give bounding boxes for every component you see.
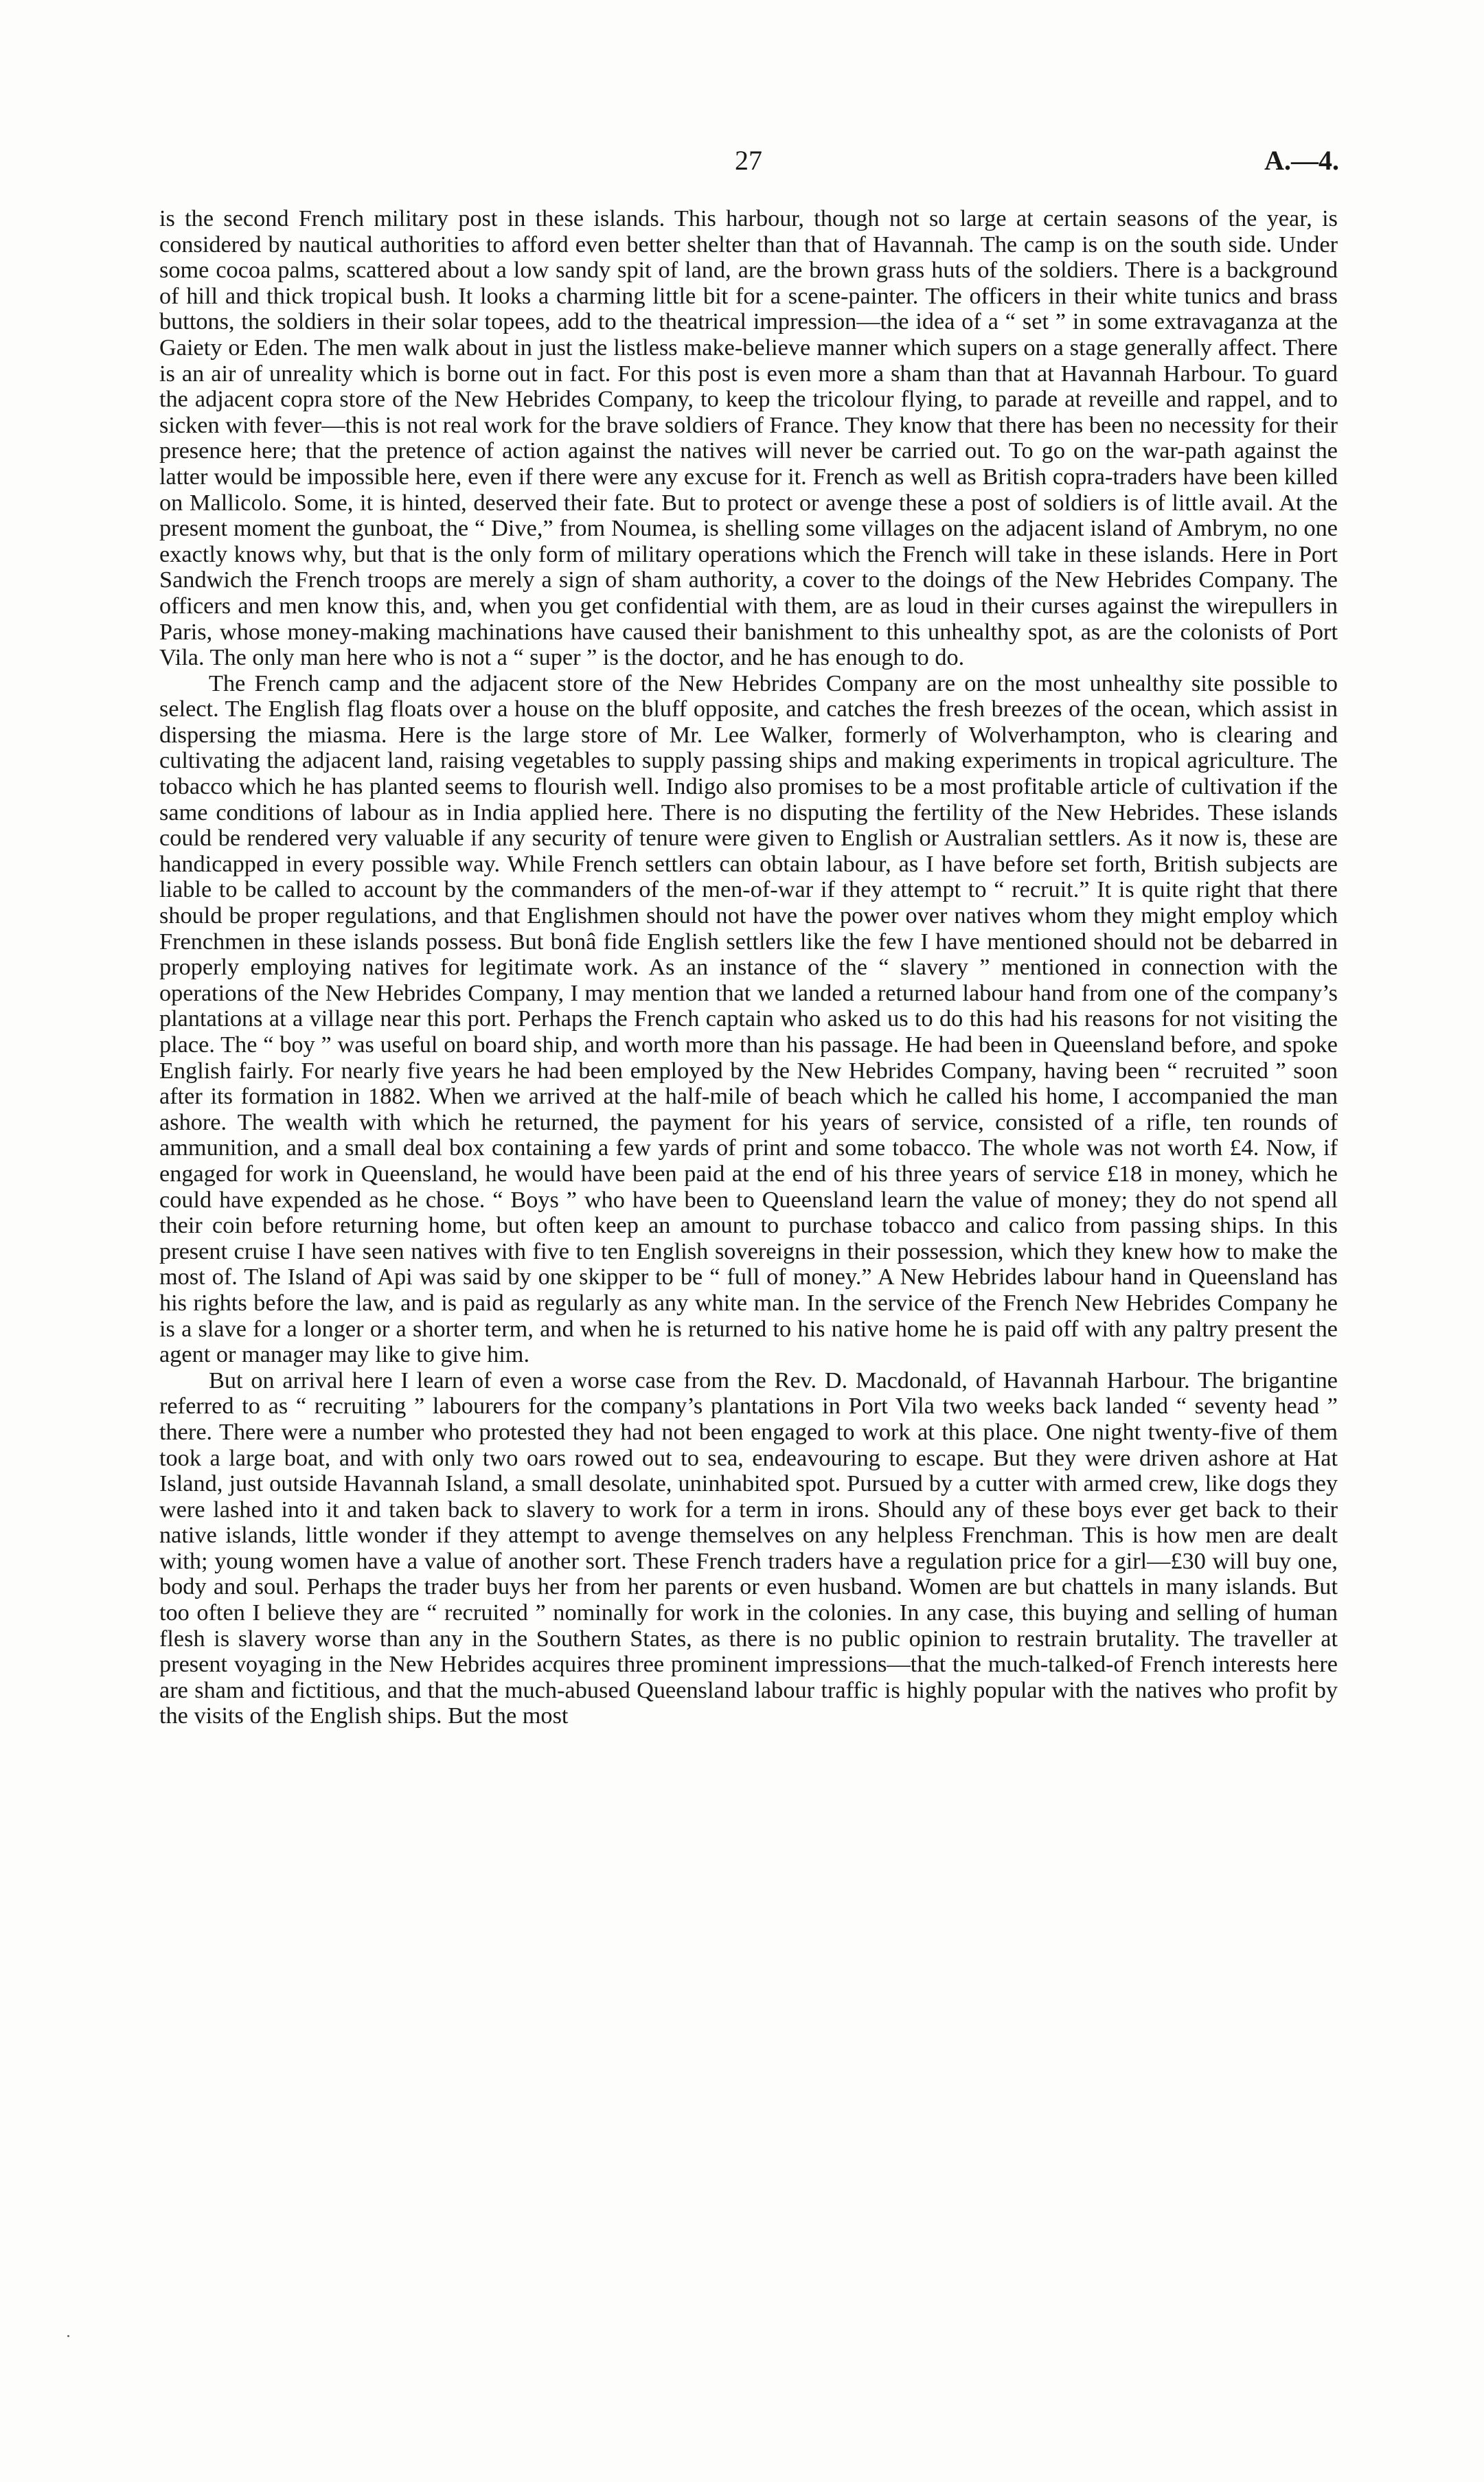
page-number: 27 [735,145,762,176]
body-text [159,206,1338,1729]
stray-ink-mark [67,2335,69,2337]
paragraph-1: is the second French military post in these islands. This harbour, though not so large at certain seasons of the year, is considered by nautical authorities to afford even better shelter than that of Havannah. The camp is on the south side. Under some cocoa palms, scattered about a low sandy spit of land, are the brown grass huts of the soldiers. There is a background of hill and thick tropical bush. It looks a charming little bit for a scene-painter. The officers in their white tunics and brass buttons, the soldiers in their solar topees, add to the theatrical impression—the idea of a “ set ” in some extravaganza at the Gaiety or Eden. The men walk about in just the listless make-believe manner which supers on a stage generally affect. There is an air of unreality which is borne out in fact. For this post is even more a sham than that at Havannah Harbour. To guard the adjacent copra store of the New Hebrides Company, to keep the tricolour flying, to parade at reveille and rappel, and to sicken with fever—this is not real work for the brave soldiers of France. They know that there has been no necessity for their presence here; that the pretence of action against the natives will never be carried out. To go on the war-path against the latter would be impossible here, even if there were any excuse for it. French as well as British copra-traders have been killed on Mallicolo. Some, it is hinted, deserved their fate. But to protect or avenge these a post of soldiers is of little avail. At the present moment the gunboat, the “ Dive,” from Noumea, is shelling some villages on the adjacent island of Ambrym, no one exactly knows why, but that is the only form of military operations which the French will take in these islands. Here in Port Sandwich the French troops are merely a sign of sham authority, a cover to the doings of the New Hebrides Company. The officers and men know this, and, when you get confidential with them, are as loud in their curses against the wirepullers in Paris, whose money-making machinations have caused their banishment to this unhealthy spot, as are the colonists of Port Vila. The only man here who is not a “ super ” is the doctor, and he has enough to do. [159,205,1338,671]
page-header [158,144,1339,185]
paragraph-2: The French camp and the adjacent store of the New Hebrides Company are on the most unhealthy site possible to select. The English flag floats over a house on the bluff opposite, and catches the fresh breezes of the ocean, which assist in dispersing the miasma. Here is the large store of Mr. Lee Walker, formerly of Wolverhampton, who is clearing and cultivating the adjacent land, raising vegetables to supply passing ships and making experiments in tropical agriculture. The tobacco which he has planted seems to flourish well. Indigo also promises to be a most profitable article of cultivation if the same conditions of labour as in India applied here. There is no disputing the fertility of the New Hebrides. These islands could be rendered very valuable if any security of tenure were given to English or Australian settlers. As it now is, these are handicapped in every possible way. While French settlers can obtain labour, as I have before set forth, British subjects are liable to be called to account by the commanders of the men-of-war if they attempt to “ recruit.” It is quite right that there should be proper regulations, and that Englishmen should not have the power over natives whom they might employ which Frenchmen in these islands possess. But bonâ fide English settlers like the few I have mentioned should not be debarred in properly employing natives for legitimate work. As an instance of the “ slavery ” mentioned in connection with the operations of the New Hebrides Company, I may mention that we landed a returned labour hand from one of the company’s plantations at a village near this port. Perhaps the French captain who asked us to do this had his reasons for not visiting the place. The “ boy ” was useful on board ship, and worth more than his passage. He had been in Queensland before, and spoke English fairly. For nearly five years he had been employed by the New Hebrides Company, having been “ recruited ” soon after its formation in 1882. When we arrived at the half-mile of beach which he called his home, I accompanied the man ashore. The wealth with which he returned, the payment for his years of service, consisted of a rifle, ten rounds of ammunition, and a small deal box containing a few yards of print and some tobacco. The whole was not worth £4. Now, if engaged for work in Queensland, he would have been paid at the end of his three years of service £18 in money, which he could have expended as he chose. “ Boys ” who have been to Queensland learn the value of money; they do not spend all their coin before returning home, but often keep an amount to purchase tobacco and calico from passing ships. In this present cruise I have seen natives with five to ten English sovereigns in their possession, which they knew how to make the most of. The Island of Api was said by one skipper to be “ full of money.” A New Hebrides labour hand in Queensland has his rights before the law, and is paid as regularly as any white man. In the service of the French New Hebrides Company he is a slave for a longer or a shorter term, and when he is returned to his native home he is paid off with any paltry present the agent or manager may like to give him. [159,670,1338,1368]
paragraph-3: But on arrival here I learn of even a worse case from the Rev. D. Macdonald, of Havannah Harbour. The brigantine referred to as “ recruiting ” labourers for the company’s plantations in Port Vila two weeks back landed “ seventy head ” there. There were a number who protested they had not been engaged to work at this place. One night twenty-five of them took a large boat, and with only two oars rowed out to sea, endeavouring to escape. But they were driven ashore at Hat Island, just outside Havannah Island, a small desolate, uninhabited spot. Pursued by a cutter with armed crew, like dogs they were lashed into it and taken back to slavery to work for a term in irons. Should any of these boys ever get back to their native islands, little wonder if they attempt to avenge themselves on any helpless Frenchman. This is how men are dealt with; young women have a value of another sort. These French traders have a regulation price for a girl—£30 will buy one, body and soul. Perhaps the trader buys her from her parents or even husband. Women are but chattels in many islands. But too often I believe they are “ recruited ” nominally for work in the colonies. In any case, this buying and selling of human flesh is slavery worse than any in the Southern States, as there is no public opinion to restrain brutality. The traveller at present voyaging in the New Hebrides acquires three prominent impressions—that the much-talked-of French interests here are sham and fictitious, and that the much-abused Queensland labour traffic is highly popular with the natives who profit by the visits of the English ships. But the most [159,1367,1338,1729]
document-reference: A.—4. [1264,145,1339,176]
